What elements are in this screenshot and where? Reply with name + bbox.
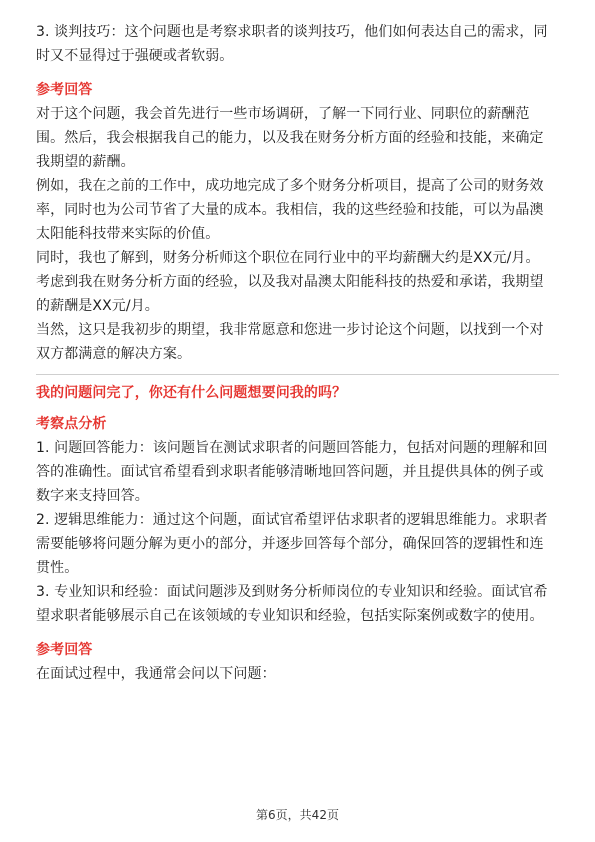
answer-line: 当然，这只是我初步的期望，我非常愿意和您进一步讨论这个问题，以找到一个对 — [36, 322, 544, 338]
answer-line: 率，同时也为公司节省了大量的成本。我相信，我的这些经验和技能，可以为晶澳 — [36, 202, 544, 218]
answer-line: 在面试过程中，我通常会问以下问题： — [36, 666, 276, 682]
analysis-line: 1. 问题回答能力：该问题旨在测试求职者的问题回答能力，包括对问题的理解和回 — [36, 440, 548, 456]
answer-line: 对于这个问题，我会首先进行一些市场调研，了解一下同行业、同职位的薪酬范 — [36, 106, 530, 122]
analysis-line: 答的准确性。面试官希望看到求职者能够清晰地回答问题，并且提供具体的例子或 — [36, 464, 544, 480]
analysis-line: 数字来支持回答。 — [36, 488, 149, 504]
analysis-line: 3. 专业知识和经验：面试问题涉及到财务分析师岗位的专业知识和经验。面试官希 — [36, 584, 548, 600]
analysis-line: 贯性。 — [36, 560, 79, 576]
page-content — [36, 20, 559, 686]
page-number: 第6页，共42页 — [256, 808, 339, 822]
question-title: 我的问题问完了，你还有什么问题想要问我的吗？ — [36, 385, 347, 401]
answer-line: 双方都满意的解决方案。 — [36, 346, 192, 362]
analysis-line: 望求职者能够展示自己在该领域的专业知识和经验，包括实际案例或数字的使用。 — [36, 608, 544, 624]
answer-line: 同时，我也了解到，财务分析师这个职位在同行业中的平均薪酬大约是XX元/月。 — [36, 250, 540, 266]
answer-heading-2: 参考回答 — [36, 642, 93, 658]
answer-line: 例如，我在之前的工作中，成功地完成了多个财务分析项目，提高了公司的财务效 — [36, 178, 544, 194]
answer-line: 我期望的薪酬。 — [36, 154, 135, 170]
answer-line: 围。然后，我会根据我自己的能力，以及我在财务分析方面的经验和技能，来确定 — [36, 130, 544, 146]
item-3-line-2: 时又不显得过于强硬或者软弱。 — [36, 48, 234, 64]
analysis-line: 2. 逻辑思维能力：通过这个问题，面试官希望评估求职者的逻辑思维能力。求职者 — [36, 512, 548, 528]
item-3-line-1: 3. 谈判技巧：这个问题也是考察求职者的谈判技巧，他们如何表达自己的需求，同 — [36, 24, 548, 40]
answer-line: 的薪酬是XX元/月。 — [36, 298, 159, 314]
answer-heading-1: 参考回答 — [36, 82, 93, 98]
section-divider — [36, 374, 559, 375]
analysis-line: 需要能够将问题分解为更小的部分，并逐步回答每个部分，确保回答的逻辑性和连 — [36, 536, 544, 552]
answer-line: 考虑到我在财务分析方面的经验，以及我对晶澳太阳能科技的热爱和承诺，我期望 — [36, 274, 544, 290]
analysis-heading: 考察点分析 — [36, 416, 107, 432]
answer-line: 太阳能科技带来实际的价值。 — [36, 226, 220, 242]
